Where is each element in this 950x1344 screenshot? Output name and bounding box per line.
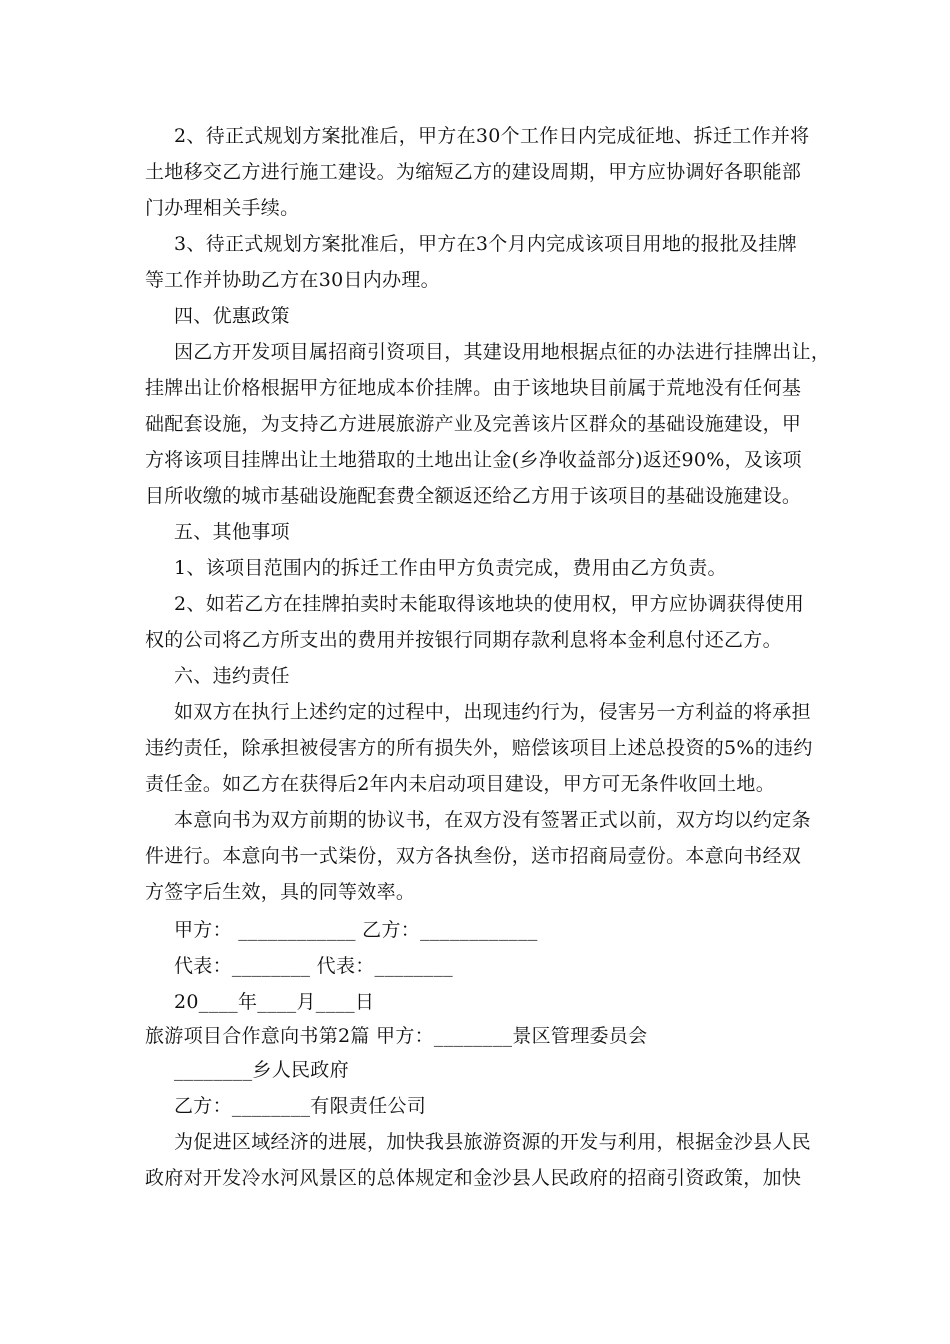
paragraph-line-21: 政府对开发冷水河风景区的总体规定和金沙县人民政府的招商引资政策，加快 <box>145 1167 802 1189</box>
second-party-b-line: 乙方：________有限责任公司 <box>174 1095 427 1117</box>
paragraph-line-13: 权的公司将乙方所支出的费用并按银行同期存款利息将本金利息付还乙方。 <box>145 629 782 651</box>
paragraph-line-7: 挂牌出让价格根据甲方征地成本价挂牌。由于该地块目前属于荒地没有任何基 <box>145 377 802 399</box>
paragraph-line-4: 3、待正式规划方案批准后，甲方在3个月内完成该项目用地的报批及挂牌 <box>174 233 798 255</box>
paragraph-line-20: 为促进区域经济的进展，加快我县旅游资源的开发与利用，根据金沙县人民 <box>174 1131 811 1153</box>
second-party-a-line: ________乡人民政府 <box>174 1059 349 1081</box>
paragraph-line-18: 件进行。本意向书一式柒份，双方各执叁份，送市招商局壹份。本意向书经双 <box>145 845 802 867</box>
paragraph-line-1: 2、待正式规划方案批准后，甲方在30个工作日内完成征地、拆迁工作并将 <box>174 125 810 147</box>
paragraph-line-17: 本意向书为双方前期的协议书，在双方没有签署正式以前，双方均以约定条 <box>174 809 811 831</box>
signature-representative-line: 代表：________ 代表：________ <box>174 955 453 977</box>
paragraph-line-9: 方将该项目挂牌出让土地猎取的土地出让金(乡净收益部分)返还90%，及该项 <box>145 449 802 471</box>
paragraph-line-6: 因乙方开发项目属招商引资项目，其建设用地根据点征的办法进行挂牌出让， <box>174 341 831 363</box>
paragraph-line-8: 础配套设施，为支持乙方进展旅游产业及完善该片区群众的基础设施建设，甲 <box>145 413 802 435</box>
signature-party-line: 甲方： ____________ 乙方：____________ <box>174 919 538 941</box>
paragraph-line-10: 目所收缴的城市基础设施配套费全额返还给乙方用于该项目的基础设施建设。 <box>145 485 802 507</box>
paragraph-line-16: 责任金。如乙方在获得后2年内未启动项目建设，甲方可无条件收回土地。 <box>145 773 775 795</box>
section-heading-other-matters: 五、其他事项 <box>174 521 290 543</box>
section-heading-breach-liability: 六、违约责任 <box>174 665 290 687</box>
section-heading-preferential-policy: 四、优惠政策 <box>174 305 290 327</box>
paragraph-line-15: 违约责任，除承担被侵害方的所有损失外，赔偿该项目上述总投资的5%的违约 <box>145 737 813 759</box>
paragraph-line-2: 土地移交乙方进行施工建设。为缩短乙方的建设周期，甲方应协调好各职能部 <box>145 161 802 183</box>
paragraph-line-3: 门办理相关手续。 <box>145 197 300 219</box>
second-document-title-line: 旅游项目合作意向书第2篇 甲方：________景区管理委员会 <box>145 1025 648 1047</box>
paragraph-line-14: 如双方在执行上述约定的过程中，出现违约行为，侵害另一方利益的将承担 <box>174 701 811 723</box>
paragraph-line-5: 等工作并协助乙方在30日内办理。 <box>145 269 440 291</box>
paragraph-line-12: 2、如若乙方在挂牌拍卖时未能取得该地块的使用权，甲方应协调获得使用 <box>174 593 804 615</box>
paragraph-line-11: 1、该项目范围内的拆迁工作由甲方负责完成，费用由乙方负责。 <box>174 557 727 579</box>
paragraph-line-19: 方签字后生效，具的同等效率。 <box>145 881 416 903</box>
signature-date-line: 20____年____月____日 <box>174 991 375 1013</box>
